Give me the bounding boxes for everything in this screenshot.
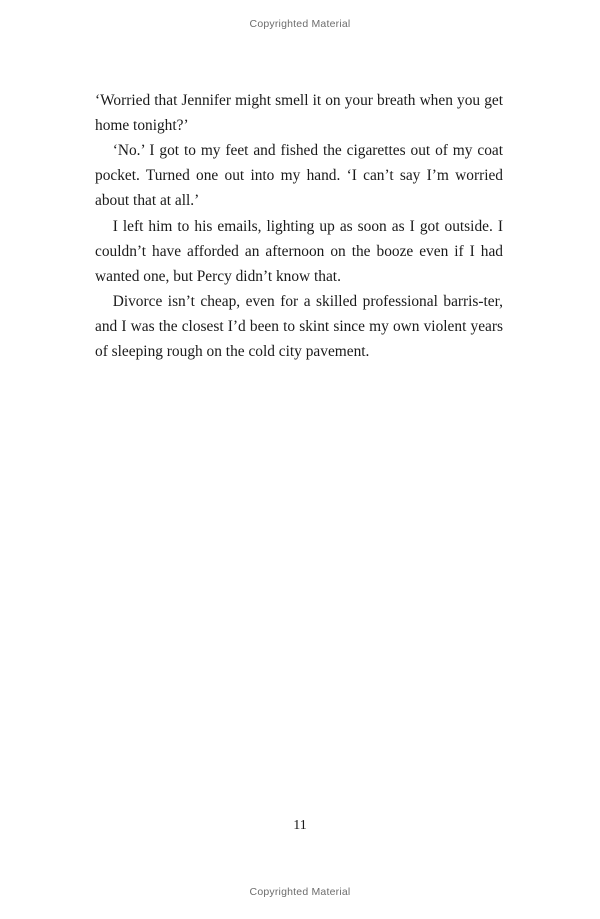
paragraph: ‘No.’ I got to my feet and fished the cigarettes out of my coat pocket. Turned one out into my hand. ‘I can’t say I’m worried about that at all.’	[95, 142, 503, 210]
paragraph: I left him to his emails, lighting up as soon as I got outside. I couldn’t have afforded an afternoon on the booze even if I had wanted one, but Percy didn’t know that.	[95, 217, 503, 285]
paragraph: Divorce isn’t cheap, even for a skilled professional barris-ter, and I was the closest I’d been to skint since my own violent years of sleeping rough on the cold city pavement.	[95, 292, 503, 361]
copyright-watermark-bottom: Copyrighted Material	[249, 886, 351, 898]
body-text	[95, 88, 503, 364]
copyright-watermark-top: Copyrighted Material	[249, 18, 351, 30]
page-number: 11	[293, 818, 307, 833]
paragraph: ‘Worried that Jennifer might smell it on your breath when you get home tonight?’	[95, 92, 503, 135]
